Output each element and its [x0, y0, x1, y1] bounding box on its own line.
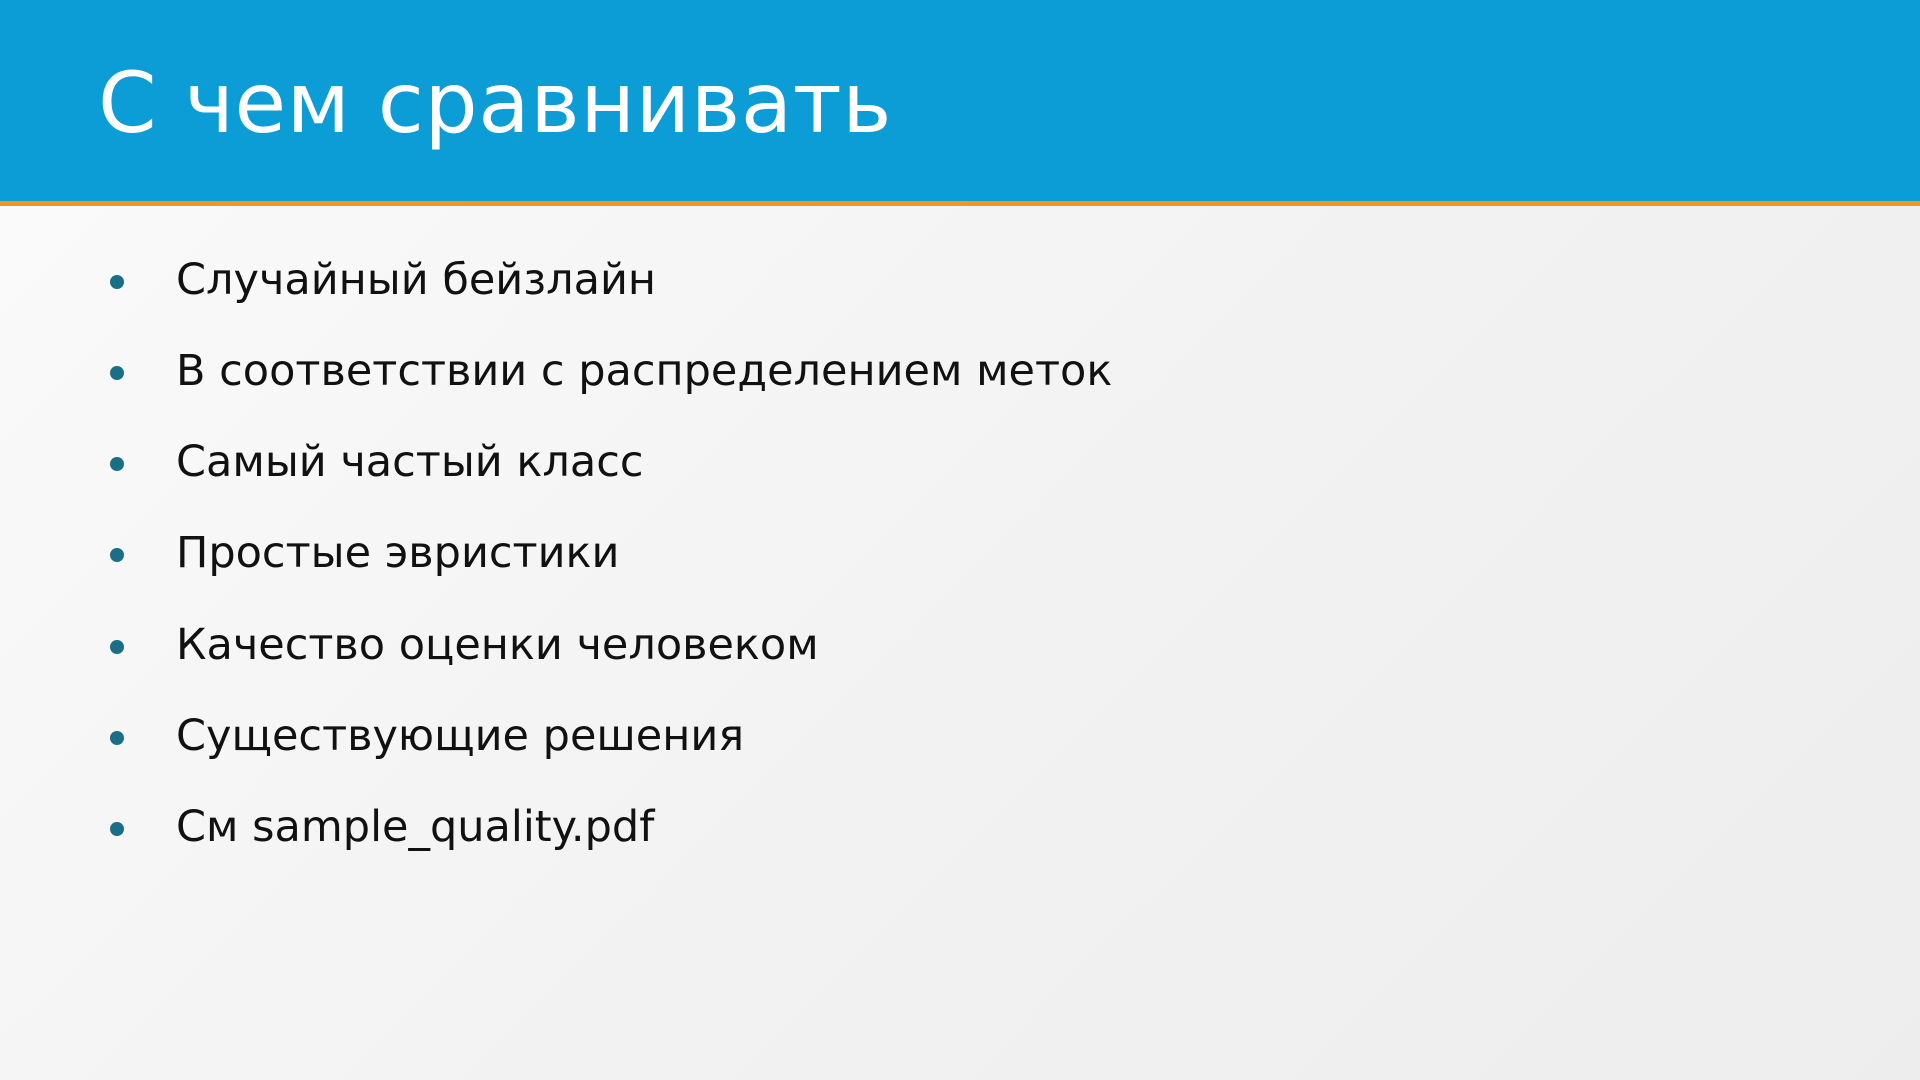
bullet-dot-icon [110, 275, 124, 289]
bullet-text: См sample_quality.pdf [176, 801, 655, 852]
slide-body [0, 206, 1920, 1080]
list-item [110, 619, 1820, 670]
bullet-dot-icon [110, 640, 124, 654]
bullet-dot-icon [110, 366, 124, 380]
list-item [110, 801, 1820, 852]
bullet-text: Качество оценки человеком [176, 619, 819, 670]
bullet-text: Существующие решения [176, 710, 745, 761]
bullet-dot-icon [110, 457, 124, 471]
list-item [110, 346, 1820, 397]
bullet-dot-icon [110, 822, 124, 836]
bullet-dot-icon [110, 731, 124, 745]
bullet-text: Случайный бейзлайн [176, 255, 657, 305]
list-item [110, 528, 1820, 579]
bullet-dot-icon [110, 548, 124, 562]
list-item [110, 437, 1820, 488]
bullet-text: Простые эвристики [176, 528, 620, 579]
list-item [110, 255, 1820, 305]
page-title: С чем сравнивать [98, 54, 893, 152]
slide-title-banner [0, 0, 1920, 206]
bullet-list [110, 255, 1820, 852]
bullet-text: В соответствии с распределением меток [176, 346, 1113, 397]
bullet-text: Самый частый класс [176, 437, 644, 488]
list-item [110, 710, 1820, 761]
